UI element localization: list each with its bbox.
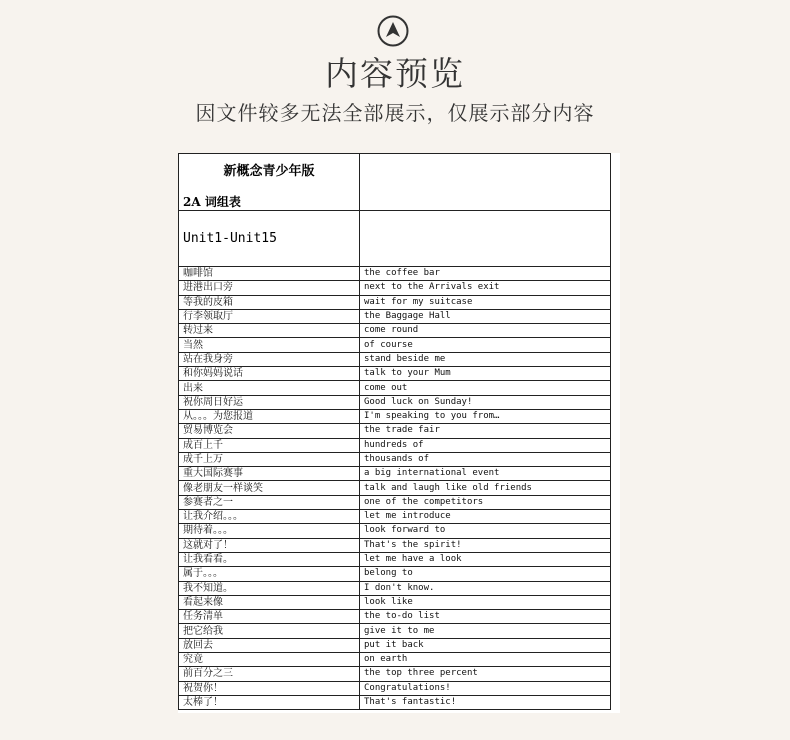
table-row [179, 381, 611, 395]
phrase-chinese: 进港出口旁 [179, 281, 360, 295]
phrase-english: come out [360, 381, 611, 395]
phrase-chinese: 太棒了！ [179, 695, 360, 709]
phrase-chinese: 把它给我 [179, 624, 360, 638]
phrase-chinese: 咖啡馆 [179, 267, 360, 281]
unit-row [179, 211, 611, 267]
phrase-chinese: 行李领取厅 [179, 309, 360, 323]
table-row [179, 681, 611, 695]
table-row [179, 309, 611, 323]
table-row [179, 295, 611, 309]
table-row [179, 424, 611, 438]
phrase-english: the top three percent [360, 667, 611, 681]
phrase-english: let me introduce [360, 510, 611, 524]
phrase-chinese: 前百分之三 [179, 667, 360, 681]
table-row [179, 495, 611, 509]
table-row [179, 695, 611, 709]
phrase-english: wait for my suitcase [360, 295, 611, 309]
table-row [179, 409, 611, 423]
phrase-chinese: 和你妈妈说话 [179, 367, 360, 381]
header-cell [179, 154, 360, 211]
unit-empty-cell [360, 211, 611, 267]
table-row [179, 610, 611, 624]
phrase-chinese: 任务清单 [179, 610, 360, 624]
phrase-chinese: 出来 [179, 381, 360, 395]
phrase-english: the Baggage Hall [360, 309, 611, 323]
phrase-chinese: 贸易博览会 [179, 424, 360, 438]
phrase-english: let me have a look [360, 552, 611, 566]
header-empty-cell [360, 154, 611, 211]
phrase-chinese: 成千上万 [179, 452, 360, 466]
doc-subtitle: 2A 词组表 [183, 195, 241, 209]
phrase-english: of course [360, 338, 611, 352]
phrase-english: the trade fair [360, 424, 611, 438]
table-row [179, 595, 611, 609]
phrase-english: come round [360, 324, 611, 338]
phrase-chinese: 我不知道。 [179, 581, 360, 595]
phrase-english: talk and laugh like old friends [360, 481, 611, 495]
phrase-english: give it to me [360, 624, 611, 638]
up-arrow-circle-icon [377, 15, 409, 47]
table-row [179, 267, 611, 281]
table-row [179, 352, 611, 366]
table-row [179, 552, 611, 566]
phrase-english: talk to your Mum [360, 367, 611, 381]
phrase-chinese: 这就对了！ [179, 538, 360, 552]
phrase-english: Congratulations! [360, 681, 611, 695]
table-row [179, 281, 611, 295]
phrase-chinese: 重大国际赛事 [179, 467, 360, 481]
phrase-english: thousands of [360, 452, 611, 466]
phrase-english: the to-do list [360, 610, 611, 624]
phrase-chinese: 让我看看。 [179, 552, 360, 566]
header-row [179, 154, 611, 211]
table-row [179, 438, 611, 452]
phrase-chinese: 转过来 [179, 324, 360, 338]
table-row [179, 452, 611, 466]
table-row [179, 524, 611, 538]
table-row [179, 467, 611, 481]
phrase-english: a big international event [360, 467, 611, 481]
phrase-chinese: 祝贺你！ [179, 681, 360, 695]
table-row [179, 624, 611, 638]
phrase-chinese: 像老朋友一样谈笑 [179, 481, 360, 495]
table-row [179, 367, 611, 381]
table-row [179, 567, 611, 581]
phrase-english: the coffee bar [360, 267, 611, 281]
phrase-english: I don't know. [360, 581, 611, 595]
table-row [179, 338, 611, 352]
phrase-english: belong to [360, 567, 611, 581]
phrase-english: look forward to [360, 524, 611, 538]
phrase-chinese: 究竟 [179, 653, 360, 667]
phrase-english: That's fantastic! [360, 695, 611, 709]
phrase-english: I'm speaking to you from… [360, 409, 611, 423]
document-preview [178, 153, 620, 713]
unit-label: Unit1-Unit15 [179, 211, 360, 267]
table-row [179, 653, 611, 667]
phrase-chinese: 从。。。为您报道 [179, 409, 360, 423]
phrase-chinese: 祝你周日好运 [179, 395, 360, 409]
vocab-table [178, 153, 611, 710]
table-row [179, 581, 611, 595]
phrase-english: one of the competitors [360, 495, 611, 509]
phrase-chinese: 参赛者之一 [179, 495, 360, 509]
table-row [179, 667, 611, 681]
phrase-chinese: 放回去 [179, 638, 360, 652]
page-subtitle: 因文件较多无法全部展示，仅展示部分内容 [195, 101, 595, 125]
phrase-english: That's the spirit! [360, 538, 611, 552]
phrase-english: on earth [360, 653, 611, 667]
table-row [179, 638, 611, 652]
doc-title: 新概念青少年版 [223, 164, 315, 179]
phrase-english: put it back [360, 638, 611, 652]
phrase-english: next to the Arrivals exit [360, 281, 611, 295]
phrase-chinese: 成百上千 [179, 438, 360, 452]
table-row [179, 538, 611, 552]
phrase-chinese: 等我的皮箱 [179, 295, 360, 309]
table-row [179, 395, 611, 409]
phrase-chinese: 当然 [179, 338, 360, 352]
phrase-english: look like [360, 595, 611, 609]
phrase-chinese: 看起来像 [179, 595, 360, 609]
table-row [179, 481, 611, 495]
page-title: 内容预览 [325, 54, 465, 93]
phrase-english: hundreds of [360, 438, 611, 452]
phrase-chinese: 期待着。。。 [179, 524, 360, 538]
phrase-chinese: 属于。。。 [179, 567, 360, 581]
phrase-english: stand beside me [360, 352, 611, 366]
phrase-english: Good luck on Sunday! [360, 395, 611, 409]
phrase-chinese: 站在我身旁 [179, 352, 360, 366]
table-row [179, 510, 611, 524]
table-row [179, 324, 611, 338]
phrase-chinese: 让我介绍。。。 [179, 510, 360, 524]
